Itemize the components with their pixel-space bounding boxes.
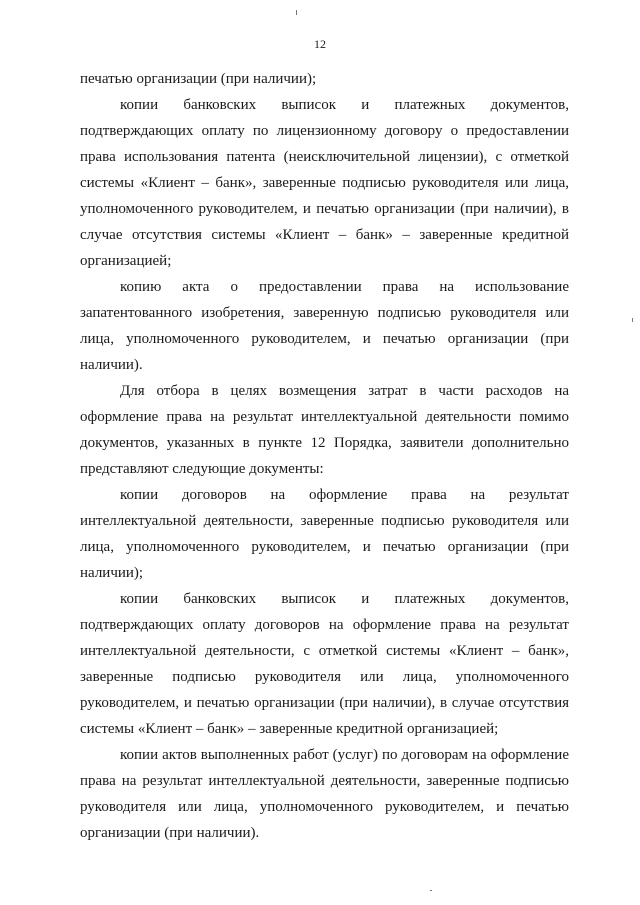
document-body xyxy=(80,66,569,846)
paragraph-selection-intro: Для отбора в целях возмещения затрат в части расходов на оформление права на результат интеллектуальной деятельности помимо документов, указанных в пункте 12 Порядка, заявители дополнительно представляют следующие документы: xyxy=(80,383,569,477)
paragraph-contract-copies: копии договоров на оформление права на результат интеллектуальной деятельности, заверенные подписью руководителя или лица, уполномоченного руководителем, и печатью организации (при наличии); xyxy=(80,487,569,581)
paragraph-bank-statements-contracts: копии банковских выписок и платежных документов, подтверждающих оплату договоров на оформление права на результат интеллектуальной деятельности, с отметкой системы «Клиент – банк», заверенные подписью руководителя или лица, уполномоченного руководителем, и печатью организации (при наличии), в случае отсутствия системы «Клиент – банк» – заверенные кредитной организацией; xyxy=(80,591,569,737)
paragraph-continuation: печатью организации (при наличии); xyxy=(80,71,317,87)
page-number: 12 xyxy=(314,37,326,51)
paragraph-act-copy: копию акта о предоставлении права на использование запатентованного изобретения, заверенную подписью руководителя или лица, уполномоченного руководителем, и печатью организации (при наличии). xyxy=(80,279,569,373)
paragraph-work-acts: копии актов выполненных работ (услуг) по договорам на оформление права на результат интеллектуальной деятельности, заверенные подписью руководителя или лица, уполномоченного руководителем, и печатью организации (при наличии). xyxy=(80,747,569,841)
scan-mark-top xyxy=(296,10,297,15)
scan-mark-bottom xyxy=(430,890,432,891)
paragraph-bank-statements-license: копии банковских выписок и платежных документов, подтверждающих оплату по лицензионному договору о предоставлении права использования патента (неисключительной лицензии), с отметкой системы «Клиент – банк», заверенные подписью руководителя или лица, уполномоченного руководителем, и печатью организации (при наличии), в случае отсутствия системы «Клиент – банк» – заверенные кредитной организацией; xyxy=(80,97,569,269)
scan-mark-right xyxy=(632,318,633,322)
